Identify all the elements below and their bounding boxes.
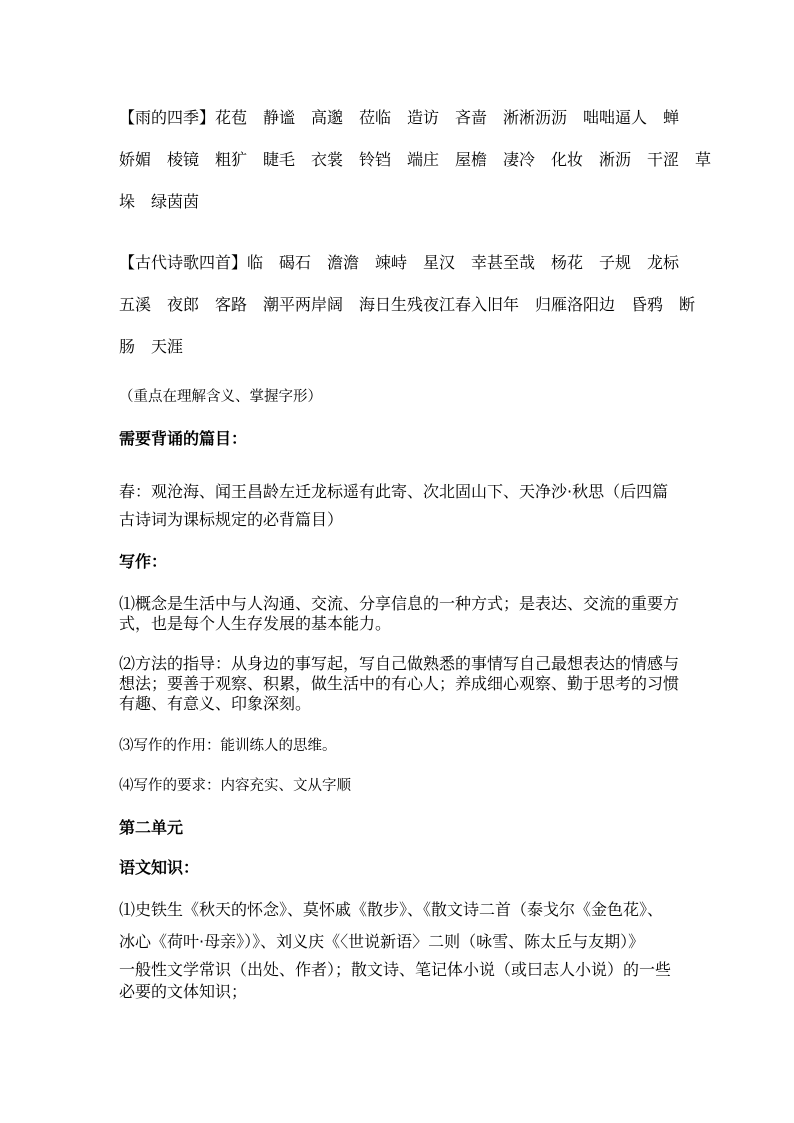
unit2-heading: 第二单元 — [119, 818, 184, 837]
vocab-rain-line-1: 【雨的四季】花苞 静谧 高邈 莅临 造访 吝啬 淅淅沥沥 咄咄逼人 蝉 — [119, 108, 680, 127]
writing-item-2-line-1: ⑵方法的指导：从身边的事写起，写自己做熟悉的事情写自己最想表达的情感与 — [119, 654, 680, 673]
unit2-item-1-line-3: 一般性文学常识（出处、作者）；散文诗、笔记体小说（或曰志人小说）的一些 — [119, 960, 672, 979]
writing-heading: 写作： — [119, 552, 168, 571]
unit2-item-1-line-2: 冰心《荷叶·母亲》）》、刘义庆《〈世说新语〉二则（咏雪、陈太丘与友期）》 — [119, 932, 645, 951]
vocab-poems-line-1: 【古代诗歌四首】临 碣石 澹澹 竦峙 星汉 幸甚至哉 杨花 子规 龙标 — [119, 253, 680, 272]
writing-item-2-line-2: 想法；要善于观察、积累，做生活中的有心人；养成细心观察、勤于思考的习惯 — [119, 674, 680, 693]
writing-item-2-line-3: 有趣、有意义、印象深刻。 — [119, 694, 312, 713]
recite-heading: 需要背诵的篇目： — [119, 429, 248, 448]
note-text: （重点在理解含义、掌握字形） — [119, 389, 322, 405]
recite-line-1: 春：观沧海、闻王昌龄左迁龙标遥有此寄、次北固山下、天净沙·秋思（后四篇 — [119, 482, 669, 501]
writing-item-1-line-1: ⑴概念是生活中与人沟通、交流、分享信息的一种方式；是表达、交流的重要方 — [119, 594, 680, 613]
unit2-item-1-line-1: ⑴史铁生《秋天的怀念》、莫怀戚《散步》、《散文诗二首（泰戈尔《金色花》、 — [119, 900, 664, 919]
vocab-poems-line-3: 肠 天涯 — [119, 337, 184, 356]
unit2-subheading: 语文知识： — [119, 858, 200, 877]
writing-item-1-line-2: 式，也是每个人生存发展的基本能力。 — [119, 614, 392, 633]
vocab-rain-line-2: 娇媚 棱镜 粗犷 睫毛 衣裳 铃铛 端庄 屋檐 凄冷 化妆 淅沥 干涩 草 — [119, 150, 712, 169]
writing-item-4: ⑷写作的要求：内容充实、文从字顺 — [119, 778, 351, 794]
writing-item-3: ⑶写作的作用：能训练人的思维。 — [119, 738, 337, 754]
vocab-poems-line-2: 五溪 夜郎 客路 潮平两岸阔 海日生残夜江春入旧年 归雁洛阳边 昏鸦 断 — [119, 295, 696, 314]
recite-line-2: 古诗词为课标规定的必背篇目） — [119, 510, 344, 529]
vocab-rain-line-3: 垛 绿茵茵 — [119, 192, 200, 211]
unit2-item-1-line-4: 必要的文体知识； — [119, 982, 248, 1001]
